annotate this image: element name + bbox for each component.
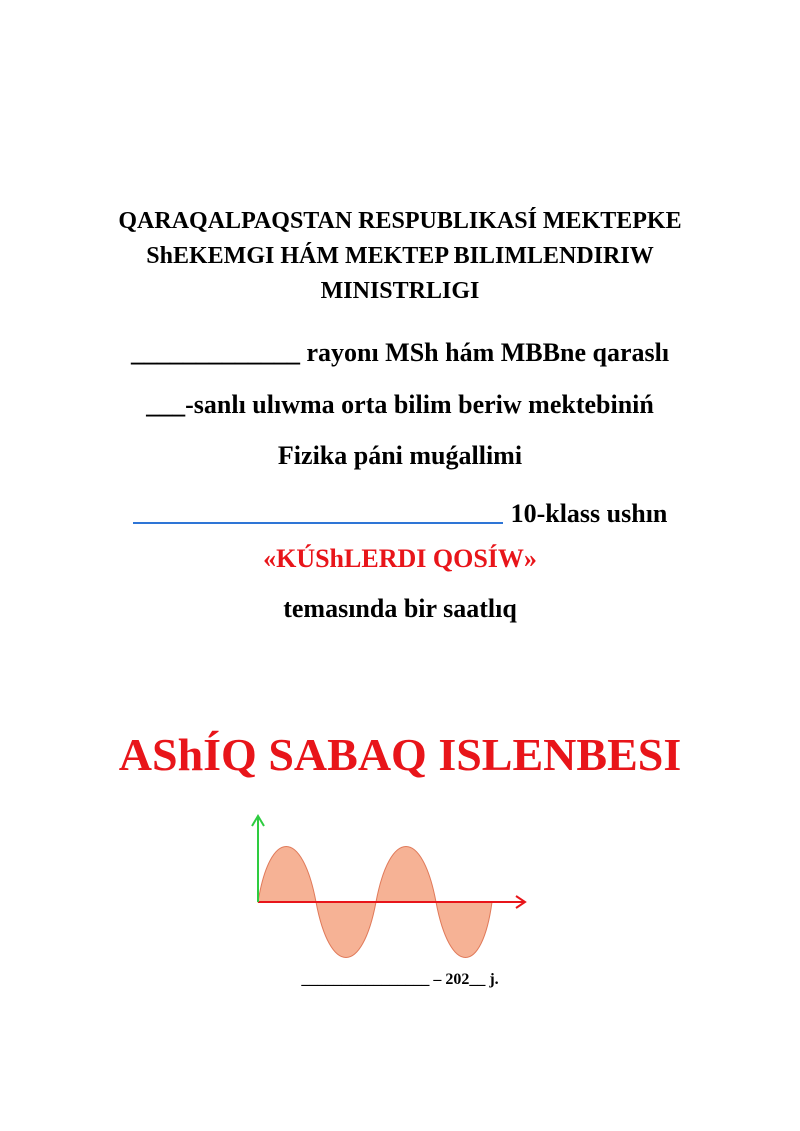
district-line: _____________ rayonı MSh hám MBBne qaraslı <box>130 338 670 367</box>
ministry-header <box>40 204 760 309</box>
ministry-line-2: ShEKEMGI HÁM MEKTEP BILIMLENDIRIW <box>146 243 654 269</box>
duration-line: temasında bir saatlıq <box>283 594 517 623</box>
teacher-name-blank <box>133 494 503 524</box>
school-line: ___-sanlı ulıwma orta bilim beriw mektebiniń <box>146 390 654 419</box>
document-title: AShÍQ SABAQ ISLENBESI <box>118 729 682 780</box>
ministry-line-3: MINISTRLIGI <box>320 278 480 304</box>
class-line <box>0 492 800 529</box>
class-text: 10-klass ushın <box>510 499 668 528</box>
sine-wave-icon <box>240 810 540 960</box>
date-line: ________________ – 202__ j. <box>301 971 499 988</box>
lesson-topic: «KÚShLERDI QOSÍW» <box>263 544 537 573</box>
teacher-line: Fizika páni muǵallimi <box>277 441 523 470</box>
ministry-line-1: QARAQALPAQSTAN RESPUBLIKASÍ MEKTEPKE <box>118 208 682 234</box>
